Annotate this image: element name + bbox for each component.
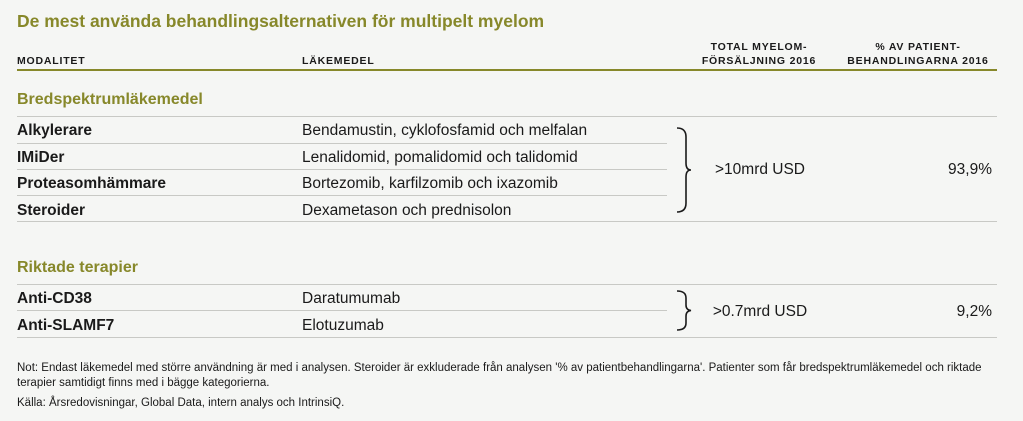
section-divider	[17, 221, 997, 222]
section-title-bredspektrum: Bredspektrumläkemedel	[17, 91, 203, 108]
header-pct-line1: % AV PATIENT-	[875, 41, 961, 53]
row-divider	[17, 169, 667, 170]
bracket-icon	[676, 290, 692, 331]
header-divider	[17, 69, 997, 71]
section-divider	[17, 116, 997, 117]
row-divider	[17, 310, 667, 311]
row-drugs: Lenalidomid, pomalidomid och talidomid	[302, 149, 578, 166]
row-divider	[17, 195, 667, 196]
header-pct-line2: BEHANDLINGARNA 2016	[847, 55, 989, 67]
total-sales-value: >0.7mrd USD	[712, 303, 808, 320]
section-divider	[17, 337, 997, 338]
row-drugs: Bortezomib, karfilzomib och ixazomib	[302, 175, 558, 192]
row-drugs: Dexametason och prednisolon	[302, 202, 512, 219]
pct-treatments-value: 9,2%	[956, 303, 992, 320]
row-drugs: Bendamustin, cyklofosfamid och melfalan	[302, 122, 588, 139]
row-modality: Anti-CD38	[17, 290, 92, 307]
row-modality: Alkylerare	[17, 122, 92, 139]
bracket-icon	[676, 127, 692, 213]
pct-treatments-value: 93,9%	[948, 161, 992, 178]
footnote: Not: Endast läkemedel med större användning är med i analysen. Steroider är exkluderade från analysen '% av patientbehandlingarna'. Patienter som får bredspektrumläkemedel och riktade terapier samtidigt finns med i bägge kategorierna.	[17, 362, 982, 389]
row-modality: Anti-SLAMF7	[17, 317, 115, 334]
row-modality: IMiDer	[17, 149, 65, 166]
header-total-line2: FÖRSÄLJNING 2016	[701, 55, 817, 67]
header-lakemedel: LÄKEMEDEL	[302, 55, 375, 67]
row-divider	[17, 143, 667, 144]
row-modality: Steroider	[17, 202, 86, 219]
header-total-line1: TOTAL MYELOM-	[710, 41, 808, 53]
row-modality: Proteasomhämmare	[17, 175, 167, 192]
header-pct-treatments	[838, 40, 998, 68]
header-total-sales	[695, 40, 823, 68]
section-title-riktade: Riktade terapier	[17, 259, 138, 276]
source-note: Källa: Årsredovisningar, Global Data, intern analys och IntrinsiQ.	[17, 397, 345, 409]
section-divider	[17, 284, 997, 285]
total-sales-value: >10mrd USD	[714, 161, 806, 178]
row-drugs: Elotuzumab	[302, 317, 384, 334]
header-modalitet: MODALITET	[17, 55, 86, 67]
table-title: De mest använda behandlingsalternativen för multipelt myelom	[17, 11, 545, 31]
row-drugs: Daratumumab	[302, 290, 401, 307]
